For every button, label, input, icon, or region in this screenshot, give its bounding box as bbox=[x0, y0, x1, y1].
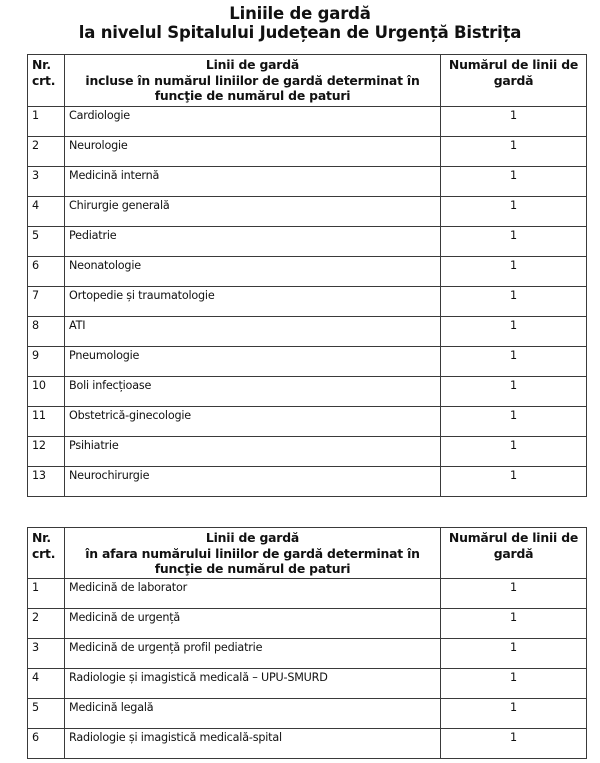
table-row bbox=[28, 227, 587, 257]
header-count-line2: gardă bbox=[493, 545, 534, 561]
header-description bbox=[65, 528, 441, 579]
table-row bbox=[28, 609, 587, 639]
row-count: 1 bbox=[441, 377, 587, 407]
row-name: Medicină internă bbox=[65, 167, 441, 197]
table-row bbox=[28, 167, 587, 197]
row-name: Chirurgie generală bbox=[65, 197, 441, 227]
row-number: 2 bbox=[28, 609, 65, 639]
row-count: 1 bbox=[441, 167, 587, 197]
header-desc-line3: funcţie de numărul de paturi bbox=[154, 561, 351, 576]
row-count: 1 bbox=[441, 347, 587, 377]
row-number: 9 bbox=[28, 347, 65, 377]
table-row bbox=[28, 257, 587, 287]
header-desc-line1: Linii de gardă bbox=[205, 530, 300, 545]
row-count: 1 bbox=[441, 137, 587, 167]
row-name: Boli infecțioase bbox=[65, 377, 441, 407]
row-count: 1 bbox=[441, 107, 587, 137]
header-desc-line3: funcţie de numărul de paturi bbox=[154, 88, 351, 103]
table-header-row bbox=[28, 55, 587, 107]
row-name: Neonatologie bbox=[65, 257, 441, 287]
table-header-row bbox=[28, 528, 587, 579]
row-number: 7 bbox=[28, 287, 65, 317]
row-number: 3 bbox=[28, 167, 65, 197]
header-count-line2: gardă bbox=[493, 72, 534, 88]
row-count: 1 bbox=[441, 227, 587, 257]
row-name: Medicină de urgență profil pediatrie bbox=[65, 639, 441, 669]
row-number: 4 bbox=[28, 197, 65, 227]
header-desc-line2: în afara numărului liniilor de gardă determinat în bbox=[85, 545, 420, 561]
header-count-line1: Numărul de linii de bbox=[448, 57, 579, 72]
row-name: Medicină legală bbox=[65, 699, 441, 729]
row-name: Radiologie și imagistică medicală – UPU-SMURD bbox=[65, 669, 441, 699]
row-name: Radiologie și imagistică medicală-spital bbox=[65, 729, 441, 759]
row-name: Pediatrie bbox=[65, 227, 441, 257]
row-number: 11 bbox=[28, 407, 65, 437]
table-row bbox=[28, 579, 587, 609]
row-name: Cardiologie bbox=[65, 107, 441, 137]
document-title: Liniile de gardă bbox=[229, 4, 371, 23]
row-name: Obstetrică-ginecologie bbox=[65, 407, 441, 437]
table-row bbox=[28, 197, 587, 227]
header-count bbox=[441, 528, 587, 579]
header-nr-line1: Nr. bbox=[32, 530, 51, 545]
table-row bbox=[28, 729, 587, 759]
row-count: 1 bbox=[441, 467, 587, 497]
row-count: 1 bbox=[441, 437, 587, 467]
header-desc-line2: incluse în numărul liniilor de gardă determinat în bbox=[85, 72, 420, 88]
table-row bbox=[28, 407, 587, 437]
header-count bbox=[441, 55, 587, 107]
header-description bbox=[65, 55, 441, 107]
row-name: Ortopedie și traumatologie bbox=[65, 287, 441, 317]
header-nr bbox=[28, 55, 65, 107]
row-name: ATI bbox=[65, 317, 441, 347]
document-subtitle: la nivelul Spitalului Județean de Urgență Bistrița bbox=[78, 23, 522, 42]
header-nr-line1: Nr. bbox=[32, 57, 51, 72]
row-name: Medicină de laborator bbox=[65, 579, 441, 609]
row-number: 12 bbox=[28, 437, 65, 467]
table-row bbox=[28, 699, 587, 729]
table-row bbox=[28, 639, 587, 669]
table-row bbox=[28, 669, 587, 699]
row-name: Psihiatrie bbox=[65, 437, 441, 467]
table-row bbox=[28, 107, 587, 137]
table-row bbox=[28, 377, 587, 407]
table-included-shifts bbox=[27, 54, 587, 497]
row-number: 5 bbox=[28, 699, 65, 729]
row-name: Medicină de urgență bbox=[65, 609, 441, 639]
table-row bbox=[28, 347, 587, 377]
row-count: 1 bbox=[441, 639, 587, 669]
row-count: 1 bbox=[441, 257, 587, 287]
table-additional-shifts bbox=[27, 527, 587, 759]
header-desc-line1: Linii de gardă bbox=[205, 57, 300, 72]
table-row bbox=[28, 287, 587, 317]
row-number: 4 bbox=[28, 669, 65, 699]
row-number: 13 bbox=[28, 467, 65, 497]
row-count: 1 bbox=[441, 317, 587, 347]
header-nr bbox=[28, 528, 65, 579]
row-number: 6 bbox=[28, 257, 65, 287]
row-number: 5 bbox=[28, 227, 65, 257]
row-count: 1 bbox=[441, 197, 587, 227]
row-count: 1 bbox=[441, 729, 587, 759]
row-name: Pneumologie bbox=[65, 347, 441, 377]
row-number: 3 bbox=[28, 639, 65, 669]
row-count: 1 bbox=[441, 287, 587, 317]
row-number: 2 bbox=[28, 137, 65, 167]
header-nr-line2: crt. bbox=[32, 545, 56, 561]
table-row bbox=[28, 467, 587, 497]
table-row bbox=[28, 437, 587, 467]
header-nr-line2: crt. bbox=[32, 72, 56, 88]
row-count: 1 bbox=[441, 669, 587, 699]
header-count-line1: Numărul de linii de bbox=[448, 530, 579, 545]
row-number: 10 bbox=[28, 377, 65, 407]
row-count: 1 bbox=[441, 699, 587, 729]
row-number: 1 bbox=[28, 107, 65, 137]
row-name: Neurologie bbox=[65, 137, 441, 167]
row-number: 1 bbox=[28, 579, 65, 609]
row-count: 1 bbox=[441, 609, 587, 639]
table-row bbox=[28, 137, 587, 167]
row-number: 6 bbox=[28, 729, 65, 759]
row-name: Neurochirurgie bbox=[65, 467, 441, 497]
row-count: 1 bbox=[441, 407, 587, 437]
row-number: 8 bbox=[28, 317, 65, 347]
row-count: 1 bbox=[441, 579, 587, 609]
table-row bbox=[28, 317, 587, 347]
